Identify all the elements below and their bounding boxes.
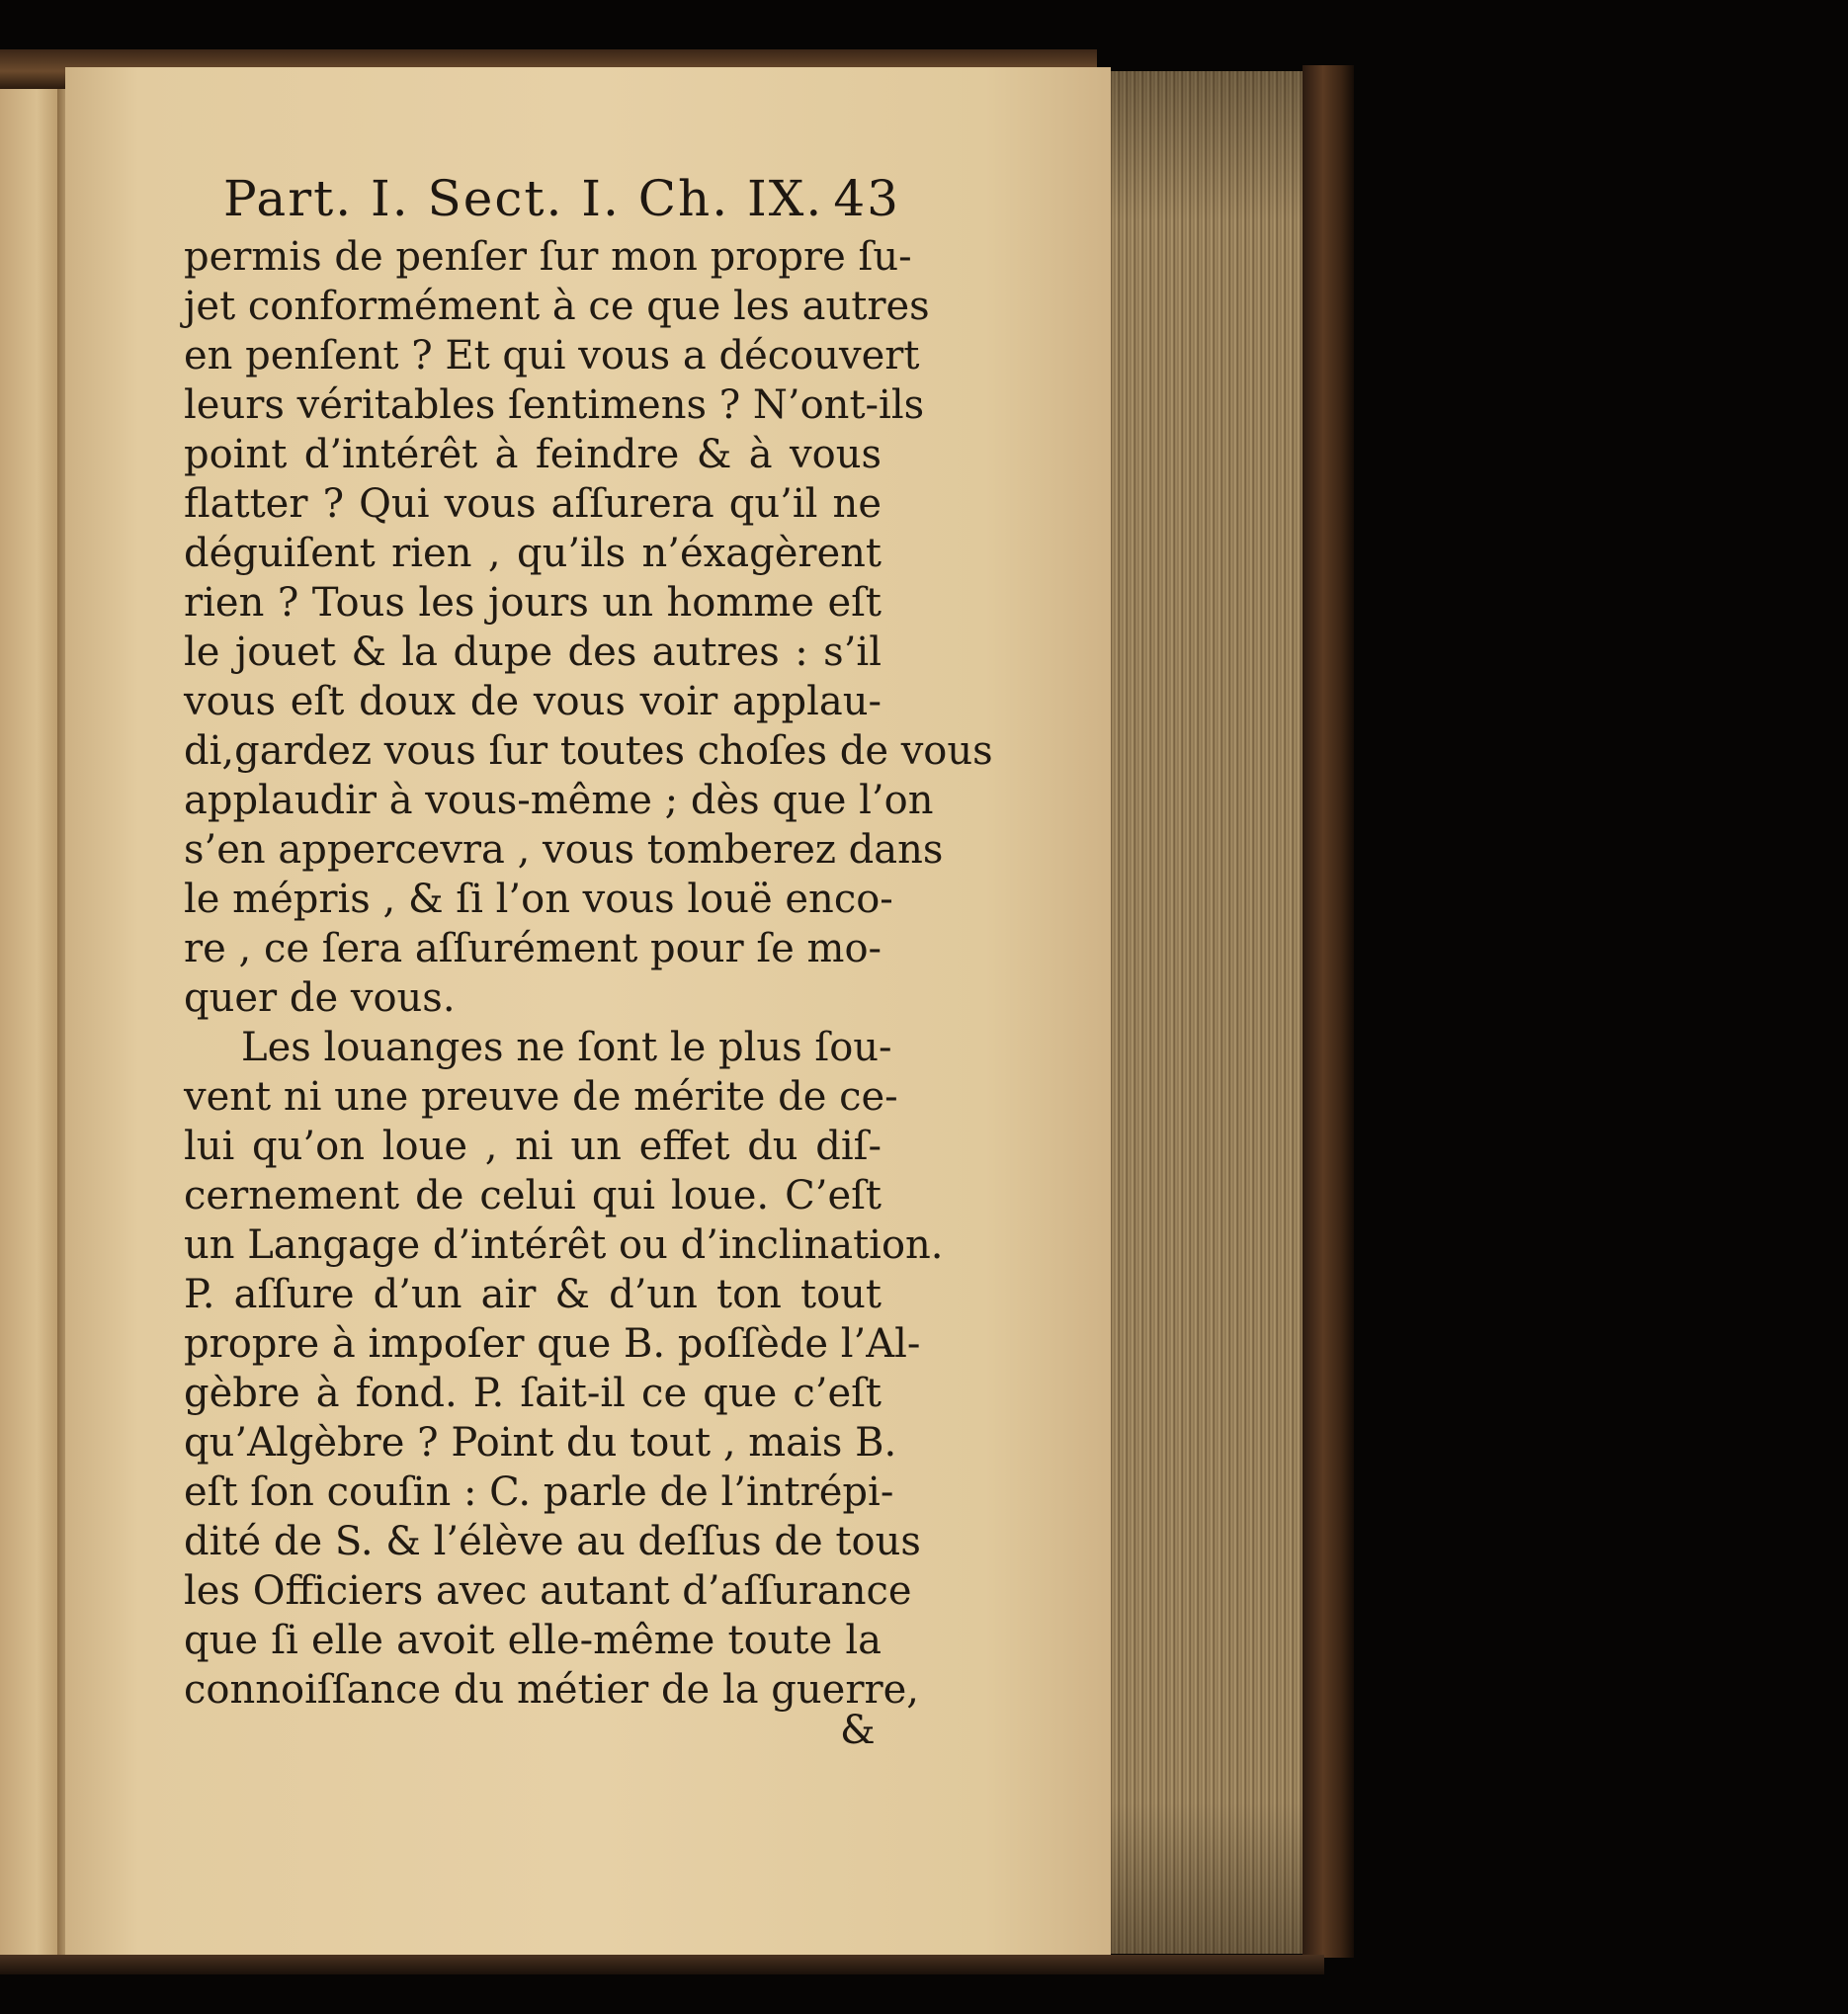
text-line: rien ? Tous les jours un homme eſt bbox=[184, 580, 882, 626]
text-line: s’en appercevra , vous tomberez dans bbox=[184, 827, 944, 873]
running-head bbox=[223, 170, 900, 239]
text-line: quer de vous. bbox=[184, 975, 456, 1021]
book-bottom-edge bbox=[0, 1955, 1324, 1974]
text-line: point d’intérêt à feindre & à vous bbox=[184, 432, 882, 477]
body-text bbox=[184, 232, 993, 1715]
text-line: re , ce ſera aſſurément pour ſe mo- bbox=[184, 926, 882, 971]
running-head-title: Part. I. Sect. I. Ch. IX. bbox=[223, 170, 824, 227]
text-line: jet conformément à ce que les autres bbox=[184, 284, 930, 329]
text-line: dité de S. & l’élève au deſſus de tous bbox=[184, 1519, 921, 1564]
text-line: qu’Algèbre ? Point du tout , mais B. bbox=[184, 1420, 897, 1466]
page-block-shading bbox=[1111, 71, 1318, 1954]
text-line: flatter ? Qui vous aſſurera qu’il ne bbox=[184, 481, 882, 527]
text-line: connoiſſance du métier de la guerre, bbox=[184, 1667, 919, 1713]
text-line: un Langage d’intérêt ou d’inclination. bbox=[184, 1222, 944, 1268]
text-line: le jouet & la dupe des autres : s’il bbox=[184, 629, 882, 675]
text-line: P. aſſure d’un air & d’un ton tout bbox=[184, 1272, 882, 1317]
text-line: le mépris , & ſi l’on vous louë enco- bbox=[184, 877, 893, 922]
book-cover-edge bbox=[1302, 65, 1354, 1958]
text-line: déguiſent rien , qu’ils n’éxagèrent bbox=[184, 531, 882, 576]
catchword: & bbox=[840, 1708, 876, 1753]
text-line: di,gardez vous ſur toutes choſes de vous bbox=[184, 728, 993, 774]
text-line: leurs véritables ſentimens ? N’ont-ils bbox=[184, 382, 925, 428]
page-number: 43 bbox=[833, 170, 900, 227]
text-line: cernement de celui qui loue. C’eſt bbox=[184, 1173, 882, 1218]
previous-page-strip bbox=[0, 89, 61, 1962]
text-line: vous eſt doux de vous voir applau- bbox=[184, 679, 882, 724]
text-line: vent ni une preuve de mérite de ce- bbox=[184, 1074, 898, 1120]
text-line: applaudir à vous-même ; dès que l’on bbox=[184, 778, 934, 823]
text-line: que ſi elle avoit elle-même toute la bbox=[184, 1618, 882, 1663]
text-line: gèbre à fond. P. ſait-il ce que c’eſt bbox=[184, 1371, 882, 1416]
text-line: propre à impoſer que B. poſſède l’Al- bbox=[184, 1321, 921, 1367]
text-line: Les louanges ne ſont le plus ſou- bbox=[241, 1025, 892, 1070]
text-line: les Officiers avec autant d’aſſurance bbox=[184, 1568, 912, 1614]
text-line: eſt ſon couſin : C. parle de l’intrépi- bbox=[184, 1469, 894, 1515]
text-line: permis de penſer ſur mon propre ſu- bbox=[184, 234, 912, 280]
text-line: lui qu’on loue , ni un effet du diſ- bbox=[184, 1124, 882, 1169]
text-line: en penſent ? Et qui vous a découvert bbox=[184, 333, 920, 378]
